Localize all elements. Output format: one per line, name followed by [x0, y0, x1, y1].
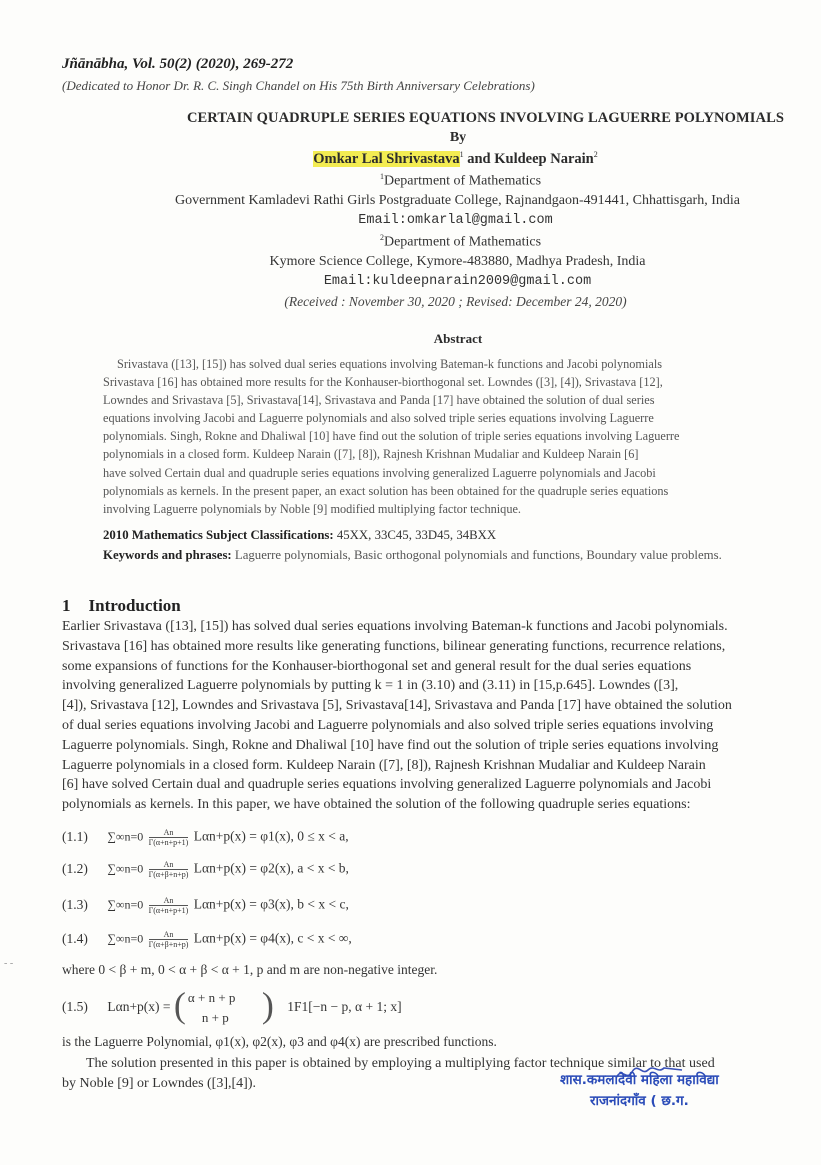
- msc-value: 45XX, 33C45, 33D45, 34BXX: [333, 528, 497, 542]
- author-2-sup: 2: [593, 150, 598, 159]
- closing-line: by Noble [9] or Lowndes ([3],[4]).: [62, 1076, 256, 1091]
- stamp-line-1: शास.कमलादेवी महिला महाविद्या: [560, 1072, 719, 1088]
- binomial: [173, 985, 284, 1028]
- margin-mark: - -: [4, 958, 14, 969]
- abstract-line: Lowndes and Srivastava [5], Srivastava[14], Srivastava and Panda [17] have obtained the solution of dual series: [103, 393, 655, 408]
- intro-line: polynomials as kernels. In this paper, we have obtained the solution of the following quadruple series equations:: [62, 797, 691, 813]
- equation-body: Lαn+p(x) = φ3(x), b < x < c,: [193, 896, 349, 912]
- dept-1: Department of Mathematics: [383, 173, 542, 189]
- abstract-body: [103, 355, 815, 518]
- dept-2: Department of Mathematics: [383, 234, 542, 250]
- journal-citation: Jñānābha, Vol. 50(2) (2020), 269-272: [62, 56, 294, 72]
- equation-fraction: [149, 828, 189, 847]
- by-line: By: [449, 130, 467, 145]
- affiliation-1-college: Government Kamladevi Rathi Girls Postgraduate College, Rajnandgaon-491441, Chhattisgarh, India: [175, 193, 740, 208]
- equation-body: Lαn+p(x) = φ2(x), a < x < b,: [193, 860, 349, 876]
- fraction-denominator: Γ(α+n+p+1): [148, 906, 189, 915]
- right-paren: ): [261, 985, 274, 1025]
- intro-line: Earlier Srivastava ([13], [15]) has solved dual series equations involving Bateman-k functions and Jacobi polynomials.: [62, 619, 728, 634]
- fraction-denominator: Γ(α+β+n+p): [148, 870, 189, 879]
- aff-1-sup: 1: [379, 172, 384, 181]
- abstract-line: equations involving Jacobi and Laguerre polynomials and also solved triple series equations involving Laguerre: [103, 411, 654, 426]
- keywords: [103, 546, 815, 564]
- equation-body: Lαn+p(x) = φ4(x), c < x < ∞,: [193, 930, 352, 946]
- authors-line: [0, 150, 821, 168]
- abstract-line: Srivastava ([13], [15]) has solved dual series equations involving Bateman-k functions and Jacobi polynomials: [117, 357, 663, 371]
- closing-line: The solution presented in this paper is obtained by employing a multiplying factor technique similar to that used: [86, 1056, 715, 1071]
- binom-bottom: n + p: [201, 1010, 229, 1025]
- equation-fraction: [149, 896, 189, 915]
- sum-symbol: ∑∞n=0: [107, 829, 144, 844]
- intro-line: Laguerre polynomials in a closed form. Kuldeep Narain ([7], [8]), Rajnesh Krishnan Mudaliar and Kuldeep Narain: [62, 757, 706, 773]
- abstract-heading: Abstract: [433, 331, 483, 346]
- equation-1-5: [62, 985, 402, 1028]
- author-1-sup: 1: [459, 150, 464, 159]
- section-number: 1: [62, 596, 71, 615]
- abstract-line: polynomials in a closed form. Kuldeep Narain ([7], [8]), Rajnesh Krishnan Mudaliar and Kuldeep Narain [6]: [103, 447, 639, 462]
- equation-1-3: [62, 896, 349, 915]
- left-paren: (: [173, 985, 186, 1025]
- author-1: Omkar Lal Shrivastava: [313, 150, 460, 167]
- email-1: Email:omkarlal@gmail.com: [358, 213, 553, 228]
- msc-classification: [103, 528, 496, 543]
- laguerre-definition-line: is the Laguerre Polynomial, φ1(x), φ2(x), φ3 and φ4(x) are prescribed functions.: [62, 1034, 497, 1049]
- stamp-line-2: राजनांदगाँव ( छ.ग.: [590, 1093, 689, 1109]
- author-2: and Kuldeep Narain: [463, 150, 594, 167]
- intro-line: involving generalized Laguerre polynomials by putting k = 1 in (3.10) and (3.11) in [15,p.645]. Lowndes ([3],: [62, 678, 679, 694]
- affiliation-1-dept: [0, 172, 821, 190]
- intro-line: of dual series equations involving Jacobi and Laguerre polynomials and also solved triple series equations involving: [62, 717, 714, 733]
- equation-body: Lαn+p(x) = φ1(x), 0 ≤ x < a,: [193, 828, 349, 844]
- equation-number: (1.1): [62, 828, 88, 844]
- equation-1-2: [62, 860, 349, 879]
- institution-stamp: [560, 1070, 719, 1112]
- equation-number: (1.2): [62, 860, 88, 876]
- equation-1-4: [62, 930, 352, 949]
- fraction-numerator: An: [149, 828, 189, 838]
- equation-fraction: [149, 930, 189, 949]
- abstract-line: polynomials as kernels. In the present paper, an exact solution has been obtained for the quadruple series equations: [103, 483, 669, 498]
- intro-line: [6] have solved Certain dual and quadruple series equations involving generalized Laguerre polynomials and Jacobi: [62, 777, 712, 793]
- equation-lhs: Lαn+p(x) =: [107, 999, 171, 1015]
- intro-line: some expansions of functions for the Konhauser-biorthogonal set and general result for the dual series equations: [62, 658, 692, 674]
- fraction-denominator: Γ(α+n+p+1): [148, 838, 189, 847]
- intro-line: Laguerre polynomials. Singh, Rokne and Dhaliwal [10] have find out the solution of triple series equations involving: [62, 737, 719, 753]
- keywords-value: Laguerre polynomials, Basic orthogonal polynomials and functions, Boundary value problems.: [231, 548, 722, 562]
- section-title: Introduction: [88, 596, 181, 615]
- affiliation-2-college: Kymore Science College, Kymore-483880, Madhya Pradesh, India: [269, 254, 646, 269]
- equation-fraction: [149, 860, 189, 879]
- abstract-line: polynomials. Singh, Rokne and Dhaliwal [10] have find out the solution of triple series equations involving Laguerre: [103, 429, 680, 444]
- equation-rhs: 1F1[−n − p, α + 1; x]: [287, 999, 402, 1015]
- sum-symbol: ∑∞n=0: [107, 897, 144, 912]
- where-clause: where 0 < β + m, 0 < α + β < α + 1, p and m are non-negative integer.: [62, 962, 438, 977]
- equation-number: (1.3): [62, 896, 88, 912]
- sum-symbol: ∑∞n=0: [107, 861, 144, 876]
- abstract-line: have solved Certain dual and quadruple series equations involving generalized Laguerre polynomials and Jacobi: [103, 465, 656, 480]
- fraction-numerator: An: [149, 896, 189, 906]
- received-dates: (Received : November 30, 2020 ; Revised: December 24, 2020): [284, 294, 627, 309]
- equation-number: (1.5): [62, 999, 88, 1015]
- intro-line: Srivastava [16] has obtained more results like generating functions, bilinear generating functions, recurrence relations,: [62, 638, 726, 654]
- equation-1-1: [62, 828, 349, 847]
- aff-2-sup: 2: [379, 233, 384, 242]
- intro-body: [62, 617, 812, 815]
- binom-top: α + n + p: [187, 990, 236, 1005]
- equation-number: (1.4): [62, 930, 88, 946]
- section-heading: [62, 596, 199, 616]
- email-2: Email:kuldeepnarain2009@gmail.com: [323, 274, 592, 289]
- abstract-line: involving Laguerre polynomials by Noble [9] modified multiplying factor technique.: [103, 501, 521, 516]
- paper-title: CERTAIN QUADRUPLE SERIES EQUATIONS INVOLVING LAGUERRE POLYNOMIALS: [186, 110, 785, 126]
- intro-line: [4]), Srivastava [12], Lowndes and Srivastava [5], Srivastava[14], Srivastava and Panda [17] have obtained the solution: [62, 698, 732, 714]
- keywords-label: Keywords and phrases:: [103, 548, 232, 562]
- abstract-line: Srivastava [16] has obtained more results for the Konhauser-biorthogonal set. Lowndes ([3], [4]), Srivastava [12],: [103, 375, 663, 390]
- fraction-numerator: An: [149, 930, 189, 940]
- affiliation-2-dept: [0, 233, 821, 251]
- msc-label: 2010 Mathematics Subject Classifications:: [103, 528, 334, 542]
- fraction-denominator: Γ(α+β+n+p): [148, 940, 189, 949]
- sum-symbol: ∑∞n=0: [107, 931, 144, 946]
- fraction-numerator: An: [149, 860, 189, 870]
- dedication-line: (Dedicated to Honor Dr. R. C. Singh Chandel on His 75th Birth Anniversary Celebrations): [62, 78, 535, 93]
